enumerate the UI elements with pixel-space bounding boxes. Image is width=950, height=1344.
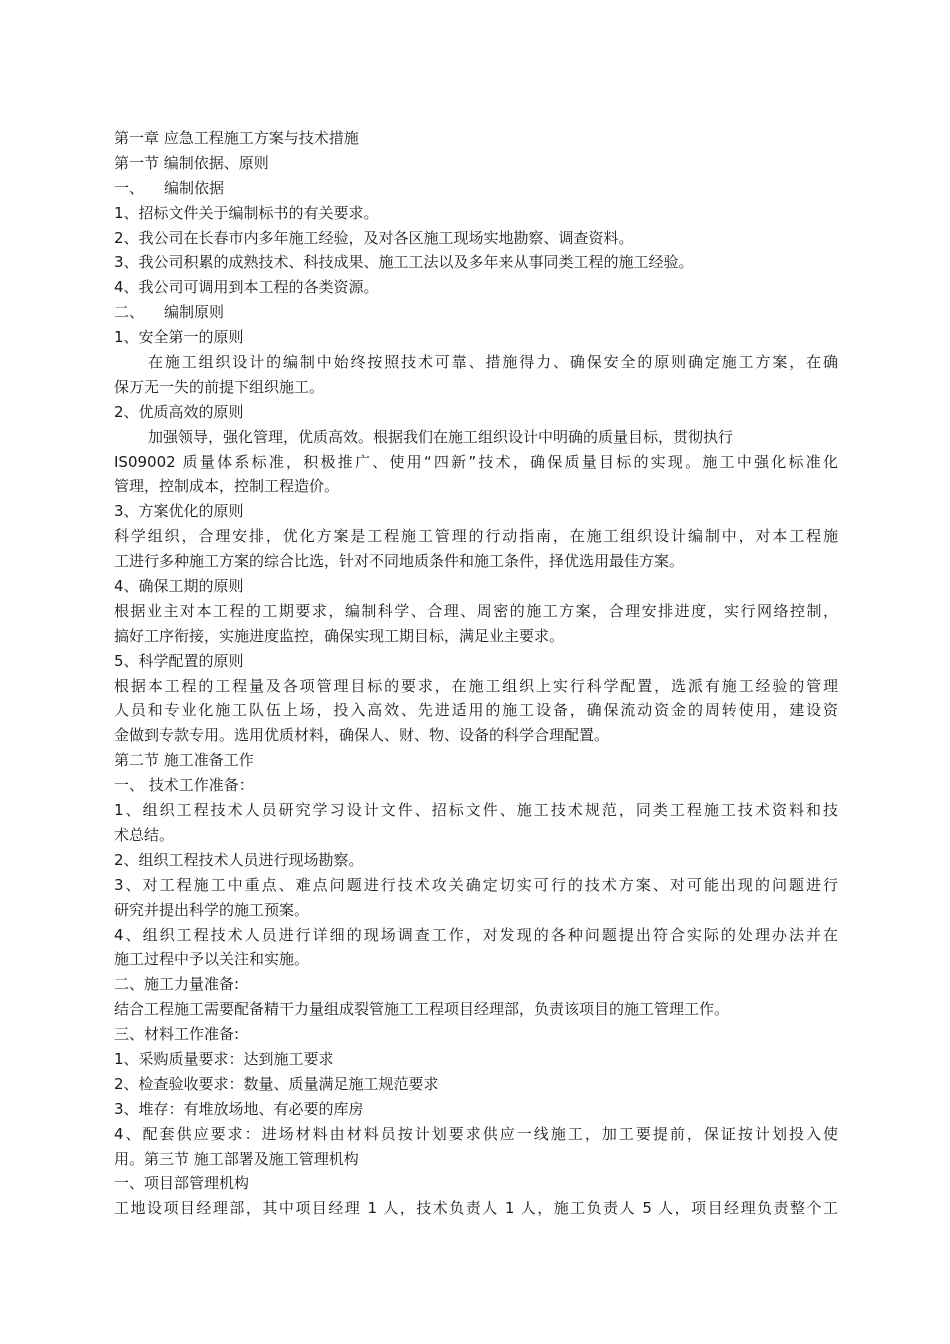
tech-item-3-line: 3、对工程施工中重点、难点问题进行技术攻关确定切实可行的技术方案、对可能出现的问题进行	[114, 875, 838, 894]
document-body	[114, 126, 838, 1221]
chapter-title: 第一章 应急工程施工方案与技术措施	[114, 129, 359, 147]
principle-1-title: 1、安全第一的原则	[114, 328, 244, 347]
principle-5-text-line: 人员和专业化施工队伍上场，投入高效、先进适用的施工设备，确保流动资金的周转使用，建设资	[114, 701, 838, 720]
principle-2-text-line: 管理，控制成本，控制工程造价。	[114, 477, 340, 496]
principle-3-text-line: 科学组织，合理安排，优化方案是工程施工管理的行动指南，在施工组织设计编制中，对本工程施	[114, 527, 838, 546]
principle-3-title: 3、方案优化的原则	[114, 502, 244, 521]
material-item-3: 3、堆存：有堆放场地、有必要的库房	[114, 1099, 364, 1118]
material-item-4-line: 4、配套供应要求：进场材料由材料员按计划要求供应一线施工，加工要提前，保证按计划投入使	[114, 1124, 838, 1143]
heading-number: 一、	[114, 178, 145, 197]
heading-text: 编制原则	[164, 303, 225, 322]
org-text-line: 工地设项目经理部，其中项目经理 1 人，技术负责人 1 人，施工负责人 5 人，项目经理负责整个工	[114, 1199, 838, 1218]
basis-item-3: 3、我公司积累的成熟技术、科技成果、施工工法以及多年来从事同类工程的施工经验。	[114, 253, 694, 272]
principle-1-text-line: 保万无一失的前提下组织施工。	[114, 377, 325, 396]
section-2-heading-force: 二、施工力量准备:	[114, 975, 240, 994]
tech-item-1-line: 术总结。	[114, 825, 175, 844]
section-1-title: 第一节 编制依据、原则	[114, 153, 269, 172]
basis-item-4: 4、我公司可调用到本工程的各类资源。	[114, 278, 379, 297]
tech-item-3-line: 研究并提出科学的施工预案。	[114, 900, 310, 919]
principle-2-text-line: IS09002 质量体系标准，积极推广、使用“四新”技术，确保质量目标的实现。施工中强化标准化	[114, 452, 838, 471]
principle-4-title: 4、确保工期的原则	[114, 577, 244, 596]
principle-2-text-line: 加强领导，强化管理，优质高效。根据我们在施工组织设计中明确的质量目标，贯彻执行	[148, 427, 734, 446]
section-2-heading-material: 三、材料工作准备:	[114, 1025, 240, 1044]
section-1-heading-principles	[114, 300, 838, 325]
principle-3-text-line: 工进行多种施工方案的综合比选，针对不同地质条件和施工条件，择优选用最佳方案。	[114, 552, 685, 571]
basis-item-2: 2、我公司在长春市内多年施工经验，及对各区施工现场实地勘察、调查资料。	[114, 228, 634, 247]
force-text: 结合工程施工需要配备精干力量组成裂管施工工程项目经理部，负责该项目的施工管理工作。	[114, 1000, 730, 1019]
principle-5-text-line: 根据本工程的工程量及各项管理目标的要求，在施工组织上实行科学配置，选派有施工经验的管理	[114, 676, 838, 695]
basis-item-1: 1、招标文件关于编制标书的有关要求。	[114, 203, 379, 222]
heading-number: 二、	[114, 303, 145, 322]
principle-5-text-line: 金做到专款专用。选用优质材料，确保人、财、物、设备的科学合理配置。	[114, 726, 610, 745]
material-item-2: 2、检查验收要求：数量、质量满足施工规范要求	[114, 1074, 439, 1093]
principle-4-text-line: 搞好工序衔接，实施进度监控，确保实现工期目标，满足业主要求。	[114, 626, 565, 645]
heading-text: 编制依据	[164, 178, 225, 197]
tech-item-4-line: 施工过程中予以关注和实施。	[114, 950, 310, 969]
principle-1-text-line: 在施工组织设计的编制中始终按照技术可靠、措施得力、确保安全的原则确定施工方案，在确	[148, 353, 838, 372]
section-3-heading-org: 一、项目部管理机构	[114, 1174, 250, 1193]
tech-item-2: 2、组织工程技术人员进行现场勘察。	[114, 850, 364, 869]
material-item-4-line: 用。第三节 施工部署及施工管理机构	[114, 1149, 359, 1168]
principle-4-text-line: 根据业主对本工程的工期要求，编制科学、合理、周密的施工方案，合理安排进度，实行网络控制，	[114, 601, 838, 620]
section-2-heading-tech: 一、 技术工作准备：	[114, 776, 254, 795]
tech-item-4-line: 4、组织工程技术人员进行详细的现场调查工作，对发现的各种问题提出符合实际的处理办法并在	[114, 925, 838, 944]
tech-item-1-line: 1、组织工程技术人员研究学习设计文件、招标文件、施工技术规范，同类工程施工技术资料和技	[114, 801, 838, 820]
section-2-title: 第二节 施工准备工作	[114, 751, 254, 770]
principle-5-title: 5、科学配置的原则	[114, 651, 244, 670]
principle-2-title: 2、优质高效的原则	[114, 402, 244, 421]
material-item-1: 1、采购质量要求：达到施工要求	[114, 1049, 334, 1068]
section-1-heading-basis	[114, 176, 838, 201]
